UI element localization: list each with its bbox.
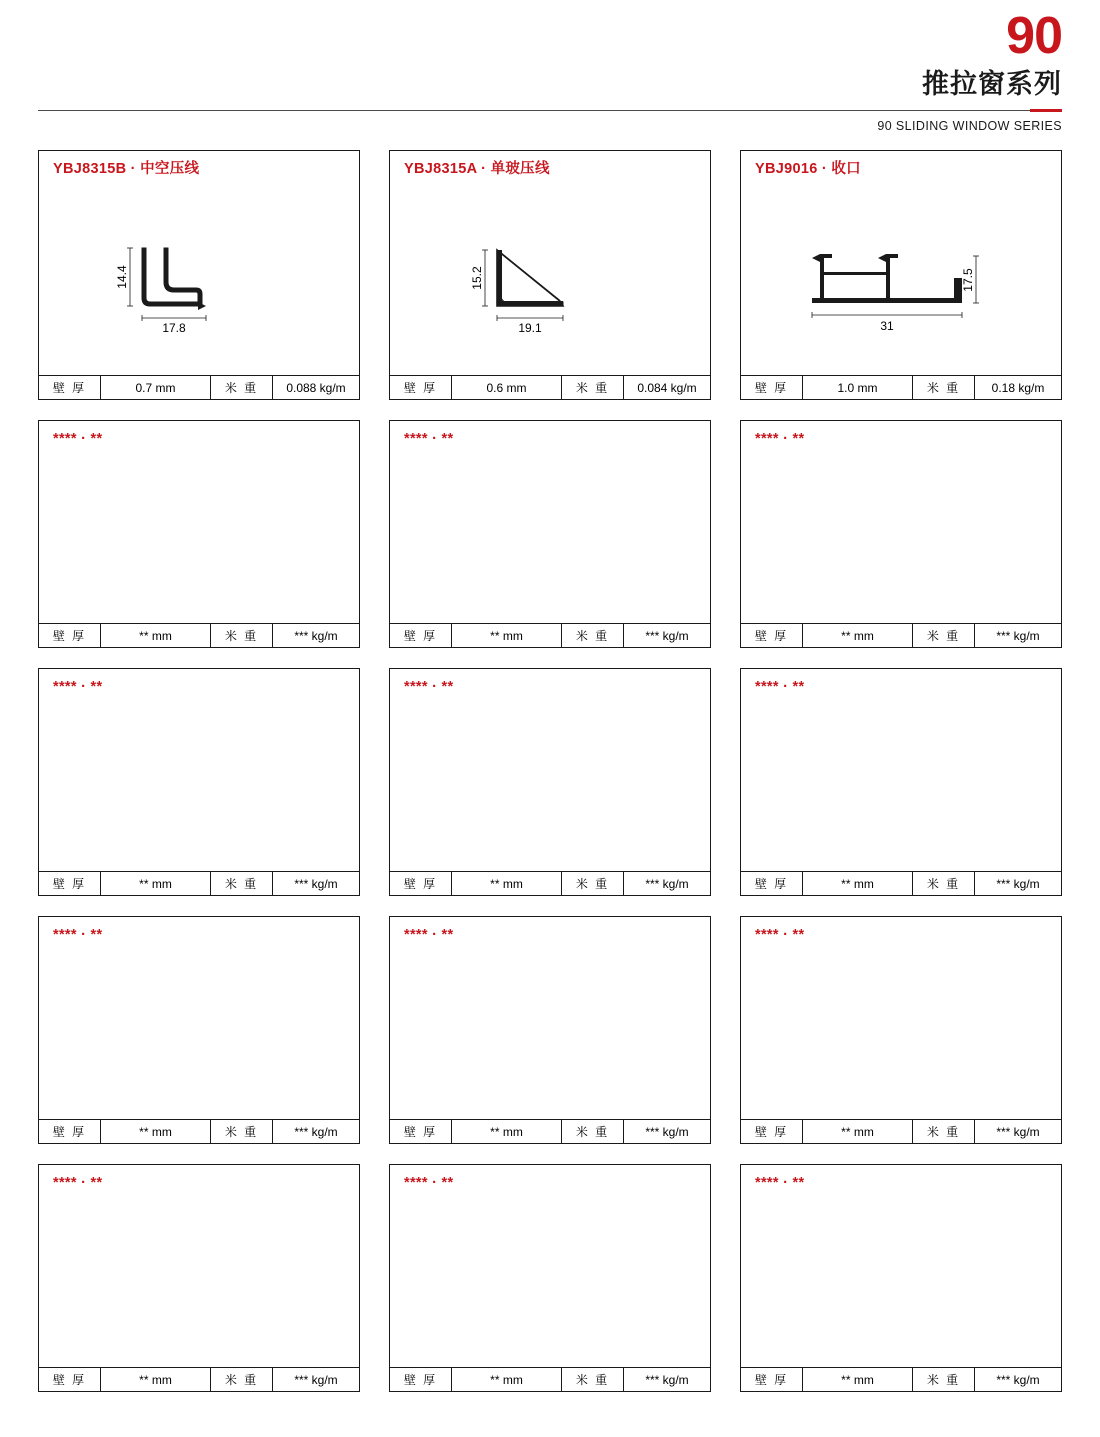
weight-value: *** kg/m: [645, 1124, 689, 1139]
weight-value: *** kg/m: [645, 1372, 689, 1387]
profile-title: YBJ8315A · 单玻压线: [404, 161, 550, 177]
dim-vertical-label: 14.4: [115, 265, 129, 289]
header-divider-accent: [1030, 109, 1062, 112]
weight-value: 0.18 kg/m: [991, 380, 1045, 395]
profile-card[interactable]: [740, 916, 1062, 1144]
profile-card[interactable]: [740, 1164, 1062, 1392]
profile-card[interactable]: [389, 916, 711, 1144]
weight-label: 米 重: [562, 1368, 624, 1391]
profile-title: YBJ8315B · 中空压线: [53, 161, 200, 177]
profile-title: **** · **: [755, 679, 805, 695]
thickness-value: ** mm: [803, 1368, 913, 1391]
thickness-label: 壁 厚: [741, 872, 803, 895]
dim-vertical-label: 17.5: [961, 268, 975, 292]
spec-bar: [741, 375, 1061, 399]
weight-value: *** kg/m: [294, 628, 338, 643]
profile-card[interactable]: [389, 420, 711, 648]
weight-value: *** kg/m: [996, 1372, 1040, 1387]
thickness-value: ** mm: [101, 624, 211, 647]
header-divider: [38, 110, 1062, 111]
weight-label: 米 重: [562, 624, 624, 647]
spec-bar: [390, 623, 710, 647]
weight-label: 米 重: [211, 1368, 273, 1391]
dim-horizontal-label: 17.8: [162, 320, 186, 335]
profile-card[interactable]: [38, 150, 360, 400]
thickness-value: ** mm: [452, 1368, 562, 1391]
weight-value: 0.084 kg/m: [637, 380, 697, 395]
page-header: [0, 0, 1100, 150]
header-inner: [38, 0, 1062, 150]
profile-drawing-area: [390, 1192, 710, 1367]
weight-label: 米 重: [562, 872, 624, 895]
thickness-value: ** mm: [452, 1120, 562, 1143]
profile-drawing-area: [390, 448, 710, 623]
profile-drawing-area: [39, 1192, 359, 1367]
profile-drawing-area: [741, 448, 1061, 623]
profile-card[interactable]: [38, 1164, 360, 1392]
profile-8315a-drawing: [390, 178, 710, 375]
weight-value: *** kg/m: [294, 1372, 338, 1387]
profile-title: **** · **: [755, 431, 805, 447]
thickness-label: 壁 厚: [390, 872, 452, 895]
weight-value: *** kg/m: [294, 1124, 338, 1139]
thickness-value: ** mm: [803, 1120, 913, 1143]
profile-title: **** · **: [404, 431, 454, 447]
profile-drawing-area: [741, 696, 1061, 871]
weight-value: *** kg/m: [996, 876, 1040, 891]
weight-label: 米 重: [562, 376, 624, 399]
profile-card[interactable]: [38, 916, 360, 1144]
spec-bar: [741, 1119, 1061, 1143]
profile-drawing-area: [741, 1192, 1061, 1367]
profile-card[interactable]: [389, 1164, 711, 1392]
dim-vertical-label: 15.2: [470, 266, 484, 290]
profile-drawing-area: [390, 178, 710, 375]
weight-label: 米 重: [562, 1120, 624, 1143]
thickness-label: 壁 厚: [39, 1120, 101, 1143]
weight-value: *** kg/m: [645, 628, 689, 643]
dim-horizontal-label: 19.1: [518, 320, 542, 335]
weight-value: *** kg/m: [996, 628, 1040, 643]
thickness-value: ** mm: [803, 872, 913, 895]
thickness-value: ** mm: [452, 872, 562, 895]
spec-bar: [39, 1119, 359, 1143]
profile-title: YBJ9016 · 收口: [755, 161, 861, 177]
thickness-label: 壁 厚: [390, 624, 452, 647]
thickness-label: 壁 厚: [741, 1368, 803, 1391]
profile-card[interactable]: [740, 668, 1062, 896]
series-title-cn: 推拉窗系列: [922, 69, 1062, 99]
thickness-label: 壁 厚: [741, 376, 803, 399]
spec-bar: [741, 1367, 1061, 1391]
thickness-value: ** mm: [101, 872, 211, 895]
profile-drawing-area: [390, 944, 710, 1119]
weight-value: *** kg/m: [294, 876, 338, 891]
weight-label: 米 重: [913, 376, 975, 399]
spec-bar: [39, 1367, 359, 1391]
weight-label: 米 重: [913, 624, 975, 647]
profile-card[interactable]: [740, 150, 1062, 400]
weight-value: *** kg/m: [645, 876, 689, 891]
profile-title: **** · **: [53, 1175, 103, 1191]
profile-drawing-area: [741, 944, 1061, 1119]
thickness-value: ** mm: [101, 1120, 211, 1143]
spec-bar: [39, 375, 359, 399]
spec-bar: [741, 623, 1061, 647]
thickness-value: 0.7 mm: [101, 376, 211, 399]
profile-title: **** · **: [53, 431, 103, 447]
thickness-value: ** mm: [452, 624, 562, 647]
weight-label: 米 重: [913, 1120, 975, 1143]
spec-bar: [390, 1367, 710, 1391]
profile-card[interactable]: [389, 150, 711, 400]
thickness-label: 壁 厚: [39, 624, 101, 647]
weight-label: 米 重: [913, 1368, 975, 1391]
thickness-value: 1.0 mm: [803, 376, 913, 399]
thickness-value: ** mm: [803, 624, 913, 647]
series-number: 90: [1006, 7, 1062, 65]
dim-horizontal-label: 31: [880, 318, 894, 333]
thickness-label: 壁 厚: [390, 1120, 452, 1143]
profile-drawing-area: [741, 178, 1061, 375]
profile-9016-drawing: [741, 178, 1061, 375]
profile-title: **** · **: [404, 1175, 454, 1191]
spec-bar: [390, 871, 710, 895]
thickness-label: 壁 厚: [741, 1120, 803, 1143]
weight-label: 米 重: [913, 872, 975, 895]
spec-bar: [390, 375, 710, 399]
profile-title: **** · **: [755, 1175, 805, 1191]
weight-label: 米 重: [211, 376, 273, 399]
thickness-label: 壁 厚: [39, 376, 101, 399]
spec-bar: [390, 1119, 710, 1143]
thickness-value: 0.6 mm: [452, 376, 562, 399]
thickness-label: 壁 厚: [390, 1368, 452, 1391]
header-titles: [642, 7, 1062, 99]
profile-title: **** · **: [404, 927, 454, 943]
series-title-en: 90 SLIDING WINDOW SERIES: [877, 119, 1062, 133]
profile-title: **** · **: [404, 679, 454, 695]
profile-title: **** · **: [755, 927, 805, 943]
thickness-label: 壁 厚: [741, 624, 803, 647]
thickness-label: 壁 厚: [39, 1368, 101, 1391]
profile-drawing-area: [390, 696, 710, 871]
weight-label: 米 重: [211, 872, 273, 895]
profile-card[interactable]: [389, 668, 711, 896]
profile-card[interactable]: [740, 420, 1062, 648]
profile-drawing-area: [39, 178, 359, 375]
profile-drawing-area: [39, 944, 359, 1119]
profile-drawing-area: [39, 448, 359, 623]
profile-title: **** · **: [53, 927, 103, 943]
thickness-label: 壁 厚: [39, 872, 101, 895]
weight-value: 0.088 kg/m: [286, 380, 346, 395]
spec-bar: [741, 871, 1061, 895]
profile-drawing-area: [39, 696, 359, 871]
profile-card[interactable]: [38, 420, 360, 648]
weight-label: 米 重: [211, 624, 273, 647]
spec-bar: [39, 871, 359, 895]
weight-value: *** kg/m: [996, 1124, 1040, 1139]
profile-card[interactable]: [38, 668, 360, 896]
weight-label: 米 重: [211, 1120, 273, 1143]
thickness-label: 壁 厚: [390, 376, 452, 399]
profile-8315b-drawing: [39, 178, 359, 375]
thickness-value: ** mm: [101, 1368, 211, 1391]
spec-bar: [39, 623, 359, 647]
profile-title: **** · **: [53, 679, 103, 695]
profile-grid: [0, 150, 1100, 1392]
